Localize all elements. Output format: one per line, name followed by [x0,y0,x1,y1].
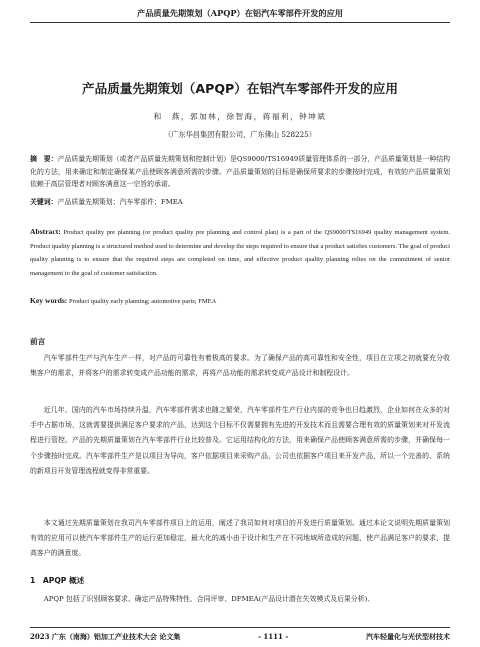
keywords-en-text: Product quality early planning; automotive parts; FMEA [68,298,217,305]
body-paragraph-2: 近几年，国内的汽车市场持续升温，汽车零部件需求也随之繁荣，汽车零部件生产行业内部的竞争也日趋激烈，企业如何在众多的对手中占据市场，这就需要提供满足客户要求的产品，达到这个目标不仅需要拥有先进的开发技术而且需要合理有效的质量策划来对开发流程进行管控。产品的先期质量策划在汽车零部件行业比较普及。它运用结构化的方法，用来确保产品使顾客满意所需的步骤，并确保每一个步骤按时完成。汽车零部件生产是以项目为导向，客户依据项目来采购产品，公司也依据客户项目来开发产品，所以一个完善的、系统的新项目开发管理流程就变得非常重要。 [30,406,450,475]
keywords-en [30,296,450,305]
footer-proceedings: 2023 广东（南海）铝加工产业技术大会 论文集 [30,632,181,641]
body-paragraph-4: APQP 包括了识别顾客要求、确定产品特殊特性、合同评审、DFMEA(产品设计潜在失效模式及后果分析)、 [43,595,375,603]
abstract-en [30,225,450,280]
section-heading-foreword: 前言 [30,337,46,346]
abstract-cn [30,153,450,191]
abstract-en-text: Product quality pre planning (or product quality pre planning and control plan) is a part of the QS9000/TS16949 quality management system. Product quality planning is a structured method used to determine and develop the steps required to ensure that a product satisfies customers. The goal of product quality planning is to ensure that the required steps are completed on time, and effective product quality planning relies on the commitment of senior management to the goal of customer satisfaction. [30,229,450,277]
page-footer [30,627,450,642]
section-heading-1: 1 APQP 概述 [30,576,85,585]
author-list: 和 燕，郭加林，徐智海，蒋福利，钟坤斌 [153,112,327,121]
abstract-cn-label: 摘 要： [30,155,58,163]
body-paragraph-3: 本文通过先期质量策划在我司汽车零部件项目上的运用，阐述了我司如何对项目的开发进行质量策划。通过本论文说明先期质量策划有效的应用可以使汽车零部件生产的运行更加稳定，最大化的减小由于设计和生产在不同地域所造成的问题，使产品满足客户的要求，提高客户的满意度。 [30,519,450,558]
keywords-cn [30,196,450,206]
running-head: 产品质量先期策划（APQP）在铝汽车零部件开发的应用 [30,8,450,23]
page-number: - 1111 - [258,632,289,641]
footer-session: 汽车轻量化与光伏型材技术 [366,632,450,641]
affiliation: （广东华昌集团有限公司，广东佛山 528225） [164,130,316,139]
abstract-cn-text: 产品质量先期策划（或者产品质量先期策划和控制计划）是QS9000/TS16949质量管理体系的一部分，产品质量策划是一种结构化的方法，用来确定和制定确保某产品使顾客满意所需的步骤。产品质量策划的目标是确保所要求的步骤按时完成，有效的产品质量策划依赖于高层管理者对顾客满意这一宗旨的承诺。 [30,155,451,189]
keywords-cn-label: 关键词： [30,198,58,206]
keywords-en-label: Key words: [30,296,68,305]
abstract-en-label: Abstract: [30,227,61,236]
paper-title: 产品质量先期策划（APQP）在铝汽车零部件开发的应用 [82,81,398,96]
keywords-cn-text: 产品质量先期策划；汽车零部件；FMEA [57,198,183,206]
body-paragraph-1: 汽车零部件生产与汽车生产一样，对产品的可靠性有着极高的要求。为了确保产品的高可靠性和安全性，项目在立项之初就要充分收集客户的需求，并将客户的需求转变成产品功能的需求，再将产品功能的需求转变成产品设计和制程设计。 [30,354,450,378]
